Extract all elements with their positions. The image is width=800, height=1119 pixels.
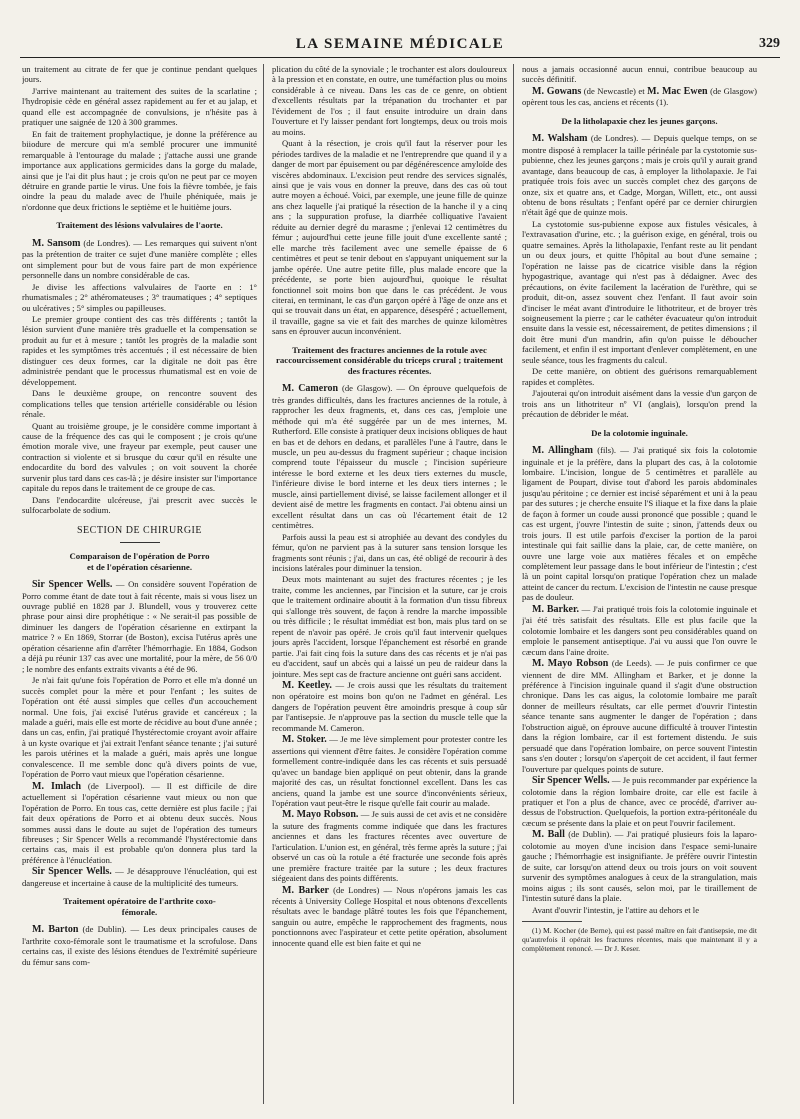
- speaker-text: (de Londres). — Les remarques qui suivent n'ont pas la prétention de traiter ce sujet d'une manière complète ; elles ont simplement pour but de vous faire part de mon expérience personnelle dans un nombre considérable de cas.: [22, 237, 257, 281]
- column-right: [522, 64, 757, 1109]
- paragraph: La cystotomie sus-pubienne expose aux fistules vésicales, à l'extravasation d'urine, etc. ; la guérison exige, en général, trois ou quatre semaines. Après la litholapaxie, l'enfant reste au lit pendant un ou deux jours, et quitte l'hôpital au bout d'une semaine ; l'opération ne laisse pas de cicatrice visible dans la région hypogastrique, avantage qui n'est pas à dédaigner. Avec des précautions, on évite facilement la lacération de l'urèthre, qui se produit, dit-on, assez souvent chez l'enfant. Il faut avoir soin d'inciser le méat avant d'introduire le lithotriteur, et de broyer très soigneusement la pierre ; car le cathéter évacuateur qu'on introduit ensuite dans la vessie est, nécessairement, de petites dimensions ; il doit être muni d'un mandrin, afin qu'on puisse le déboucher facilement, et enfin il est important d'enlever complètement, en une seule séance, tous les fragments du calcul.: [522, 218, 757, 365]
- column-divider: [263, 64, 264, 1104]
- speaker-paragraph: [272, 383, 507, 530]
- paragraph: un traitement au citrate de fer que je continue pendant quelques jours.: [22, 64, 257, 85]
- running-header: [20, 36, 780, 56]
- speaker-paragraph: [522, 658, 757, 774]
- paragraph: Deux mots maintenant au sujet des fractures récentes ; je les traite, comme les anciennes, par l'incision et la suture, car je crois que le traitement ordinaire aboutit à la formation d'un tissu fibreux qui s'allonge très souvent, de façon à rendre la marche impossible ou très difficile ; le résultat immédiat est bon, mais plus tard on se repent de n'avoir pas opéré. Je crois qu'il faut intervenir quelques jours après l'accident, lorsque l'épanchement est résorbé en grande partie. J'ai fait cinq fois la suture dans des cas récents et je n'ai pas eu d'accident, sauf un abcès qui a laissé un peu de raideur dans la jointure. Mes sept cas de fracture ancienne ont guéri sans accident.: [272, 574, 507, 679]
- paragraph: Je divise les affections valvulaires de l'aorte en : 1° rhumatismales ; 2° athéromateuses ; 3° traumatiques ; 4° septiques ou ulcératives ; 5° simples ou papilleuses.: [22, 281, 257, 313]
- speaker-paragraph: [22, 924, 257, 967]
- heading-line: Comparaison de l'opération de Porro: [69, 551, 210, 562]
- section-heading: De la colotomie inguinale.: [591, 427, 688, 438]
- speaker-name: M. Keetley.: [282, 679, 332, 691]
- speaker-text: — On considère souvent l'opération de Porro comme étant de date tout à fait récente, mais si vous lisez un ouvrage publié en 1828 par J. Blundell, vous y trouverez cette phrase pour ainsi dire prophétique : « Ne serait-il pas possible de diminuer les dangers de l'opération césarienne en extirpant la matrice ? » En 1869, Storrar (de Boston), excisa l'utérus après une opération césarienne afin d'arrêter l'hémorrhagie. En 1884, Godson a déjà pu réunir 137 cas avec une mortalité, pour la mère, de 56 0/0 ; le nombre des enfants extraits vivants a été de 96.: [22, 579, 257, 674]
- speaker-paragraph: [22, 579, 257, 674]
- page-number: 329: [759, 36, 780, 51]
- paragraph: De cette manière, on obtient des guérisons remarquablement rapides et complètes.: [522, 366, 757, 387]
- paragraph: Parfois aussi la peau est si atrophiée au devant des condyles du fémur, qu'on ne parvient pas à la suturer sans tension lorsque les fragments sont réunis ; j'ai, dans un cas, été obligé de recourir à des incisions latérales pour diminuer la tension.: [272, 531, 507, 573]
- paragraph: Dans l'endocardite ulcéreuse, j'ai prescrit avec succès le sulfocarbolate de sodium.: [22, 494, 257, 516]
- footnote-rule: [522, 921, 582, 922]
- journal-title: LA SEMAINE MÉDICALE: [295, 36, 505, 52]
- speaker-name: M. Imlach: [32, 780, 82, 792]
- divider: [120, 542, 160, 543]
- speaker-name: M. Sansom: [32, 237, 81, 249]
- speaker-name: M. Cameron: [282, 383, 339, 395]
- heading-line: Traitement opératoire de l'arthrite coxo-: [63, 896, 216, 907]
- section-heading: Traitement des lésions valvulaires de l'aorte.: [56, 220, 223, 231]
- speaker-name: M. Stoker.: [282, 734, 327, 746]
- speaker-text: (de Liverpool). — Il est difficile de dire actuellement si l'opération césarienne vaut mieux ou non que l'opération de Porro. En tous cas, cette dernière est plus facile ; j'ai fait deux opérations de Porro et ai obtenu deux succès. Nous sommes aussi dans le doute au sujet de l'opération des tumeurs fibreuses ; Sir Spencer Wells a recommandé l'hystérectomie dans certains cas, mais il est probable qu'on donnera plus tard la préférence à l'énucléation.: [22, 780, 257, 865]
- speaker-paragraph: [522, 604, 757, 657]
- speaker-name: M. Barker: [282, 884, 329, 896]
- speaker-paragraph: [522, 829, 757, 903]
- speaker-paragraph: [272, 885, 507, 949]
- paragraph: plication du côté de la synoviale ; le trochanter est alors douloureux à la pression et en constate, en outre, une tuméfaction plus ou moins considérable à ce niveau. Dans les cas de ce genre, on obtient d'excellents résultats par la trépanation du trochanter et par l'évidement de l'os ; il faut ensuite introduire un drain dans l'ouverture et l'y laisser pendant fort longtemps, deux ou trois mois au moins.: [272, 64, 507, 137]
- footnote: (1) M. Kocher (de Berne), qui est passé maître en fait d'antisepsie, me dit qu'autrefois il opérait les fractures récentes, mais que maintenant il y a complètement renoncé. — Dr J. Keser.: [522, 925, 757, 954]
- speaker-text: (de Dublin). — J'ai pratiqué plusieurs fois la laparo-colotomie au moyen d'une incision dans l'espace semi-lunaire gauche ; l'hémorrhagie est insignifiante. Je préfère ouvrir l'intestin de suite, car lorsqu'on attend deux ou trois jours on voit souvent survenir des symptômes analogues à ceux de la strangulation, mais moins aigus ; ils sont causés, selon moi, par le tiraillement de l'intestin suturé dans la plaie.: [522, 829, 757, 904]
- speaker-text: — Je puis recommander par expérience la colotomie dans la région lombaire droite, car elle est facile à pratiquer et l'on a plus de chance, avec ce procédé, d'arriver au-dessus de l'obstruction. Quelquefois, la portion extra-péritonéale du cæcum se présente dans la plaie et on peut l'ouvrir facilement.: [522, 775, 757, 828]
- speaker-name: Sir Spencer Wells.: [32, 866, 112, 878]
- speaker-paragraph: [522, 133, 757, 218]
- speaker-paragraph: [522, 775, 757, 828]
- speaker-paragraph: [272, 680, 507, 733]
- speaker-name: M. Barton: [32, 924, 79, 936]
- section-heading: [22, 896, 257, 917]
- paragraph: Quant au troisième groupe, je le considère comme important à cause de la fréquence des cas qui le composent ; je crois qu'une émotion morale vive, une frayeur par exemple, peut causer une contraction si violente et si brusque du cœur qu'il en résulte une endocardite du bord des valvules ; on voit souvent la chorée survenir plus tard dans ces cas-là ; je désire insister sur l'importance capitale du repos dans le traitement de ce groupe de cas.: [22, 420, 257, 494]
- speaker-paragraph: [522, 86, 757, 108]
- paragraph: Je n'ai fait qu'une fois l'opération de Porro et elle m'a donné un succès complet pour la mère et pour l'enfant ; les suites de l'opération ont été aussi simples que celles d'un accouchement normal. Une fois, j'ai excisé l'utérus gravide et cancéreux ; la malade a guéri, mais elle est morte de récidive au bout d'une année ; dans un cas, enfin, j'ai pratiqué l'hystérectomie croyant avoir affaire à un kyste ovarique et j'ai extrait l'enfant séance tenante ; j'ai suturé les parois utérines et la malade a guéri, mais après une longue convalescence. Il me semble donc qu'à divers points de vue, l'opération de Porro vaut mieux que l'opération césarienne.: [22, 675, 257, 780]
- speaker-name: M. Walsham: [532, 133, 588, 145]
- heading-line: et de l'opération césarienne.: [86, 561, 193, 572]
- speaker-text: — J'ai pratiqué trois fois la colotomie inguinale et j'ai été très satisfait des résultats. Elle est plus facile que la colotomie lombaire et les dangers sont peu considérables quand on emploie le pansement antiseptique. J'ai vu aussi que l'on ouvre le cæcum dans l'aine droite.: [522, 603, 757, 657]
- paragraph: Dans le deuxième groupe, on rencontre souvent des complications telles que tension artérielle considérable ou lésion rénale.: [22, 388, 257, 420]
- speaker-paragraph: [272, 809, 507, 883]
- column-middle: [272, 64, 507, 1109]
- speaker-text: (de Newcastle) et: [583, 85, 645, 96]
- paragraph: J'ajouterai qu'on introduit aisément dans la vessie d'un garçon de trois ans un lithotriteur nº VI (anglais), lorsqu'on prend la précaution de débrider le méat.: [522, 388, 757, 420]
- paragraph: Avant d'ouvrir l'intestin, je l'attire au dehors et le: [532, 904, 700, 915]
- speaker-text: (de Londres). — Depuis quelque temps, on se montre disposé à remplacer la taille périnéale par la cystotomie sus-pubienne, chez les jeunes garçons ; mais je crois qu'il y aurait grand avantage, dans beaucoup de cas, à employer la litholapaxie. Je l'ai pratiquée trois fois avec un succès complet chez des garçons de onze, six et quatre ans, et Cadge, Morgan, Willett, etc., ont aussi obtenu de bons résultats ; l'enfant opéré par ce dernier chirurgien n'était âgé que de quinze mois.: [522, 133, 757, 218]
- speaker-text: — Je désapprouve l'énucléation, qui est dangereuse et incertaine à cause de la multiplicité des tumeurs.: [22, 866, 257, 888]
- speaker-paragraph: [22, 781, 257, 866]
- paragraph: Le premier groupe contient des cas très différents ; tantôt la lésion survient d'une manière très graduelle et la compensation se produit au fur et à mesure ; tantôt les progrès de la maladie sont rapides et les symptômes très accentués ; il est nécessaire de bien distinguer ces deux formes, car la digitale ne doit pas être administrée pendant que le processus rhumatismal est en voie de développement.: [22, 314, 257, 387]
- speaker-name: M. Allingham: [532, 445, 593, 457]
- speaker-text: (de Dublin). — Les deux principales causes de l'arthrite coxo-fémorale sont le traumatisme et la scrofulose. Dans certains cas, il existe des lésions étendues de l'extrémité supérieure du fémur sans com-: [22, 924, 257, 967]
- speaker-text: — Je suis aussi de cet avis et ne considère la suture des fragments comme indiquée que dans les fractures anciennes et dans les fractures récentes avec ouverture de l'articulation. L'union est, en général, très ferme après la suture ; j'ai observé un cas où la rotule a été fracturée une seconde fois après une première fracture traitée par la suture ; les deux fractures siégeaient dans des points différents.: [272, 809, 507, 884]
- speaker-name: M. Mac Ewen: [647, 85, 708, 97]
- paragraph: Quant à la résection, je crois qu'il faut la réserver pour les périodes tardives de la maladie et ne l'entreprendre que quand il y a danger de mort par épuisement ou par dégénérescence amyloïde des viscères abdominaux. L'excision peut rendre des services signalés, ainsi que je vais vous en donner la preuve, dans des cas où tout autre moyen a échoué. Voici, par exemple, une jeune fille de quinze ans chez laquelle j'ai pratiqué la résection de la hanche il y a cinq ans ; la suppuration profuse, la diarrhée colliquative l'avaient réduite au dernier degré du marasme ; j'enlevai 12 centimètres du fémur ; aujourd'hui cette jeune fille jouit d'une excellente santé ; elle marche très facilement avec une semelle épaisse de 6 centimètres et peut se tenir debout en s'appuyant uniquement sur la jambe opérée. Une autre petite fille, plus malade encore que la précédente, se porte bien aujourd'hui, quoique le résultat fonctionnel soit moins bon que dans le cas précédent. Je vous citerai, en terminant, le cas d'un garçon opéré à l'âge de onze ans et qui se trouvait dans un état, en apparence, désespéré ; actuellement, il travaille, gagne sa vie et fait des marches de quinze kilomètres sans en éprouver aucun inconvénient.: [272, 138, 507, 337]
- column-divider: [513, 64, 514, 1104]
- paragraph: En fait de traitement prophylactique, je donne la préférence au biiodure de mercure qui m'a semblé procurer une immunité remarquable à l'entourage du malade ; j'attache aussi une grande importance aux applications germicides dans la gorge du malade, ainsi que je l'ai dit plus haut ; je crois qu'on ne peut par ce moyen détruire en grande partie le virus. Une fois la fièvre tombée, je fais oindre la peau du malade avec de l'huile phéniquée, mais je n'ordonne que deux frictions le septième et le huitième jours.: [22, 128, 257, 212]
- speaker-paragraph: [22, 866, 257, 888]
- speaker-text: (de Londres) — Nous n'opérons jamais les cas récents à University College Hospital et nous obtenons d'excellents résultats avec le bandage plâtré toutes les fois que l'épanchement, sanguin ou autre, empêche le rapprochement des fragments, nous ponctionnons avec l'aspirateur et cette petite opération, absolument innocente quand elle est bien faite et qui ne: [272, 884, 507, 948]
- speaker-name: M. Gowans: [532, 85, 582, 97]
- section-heading: [22, 551, 257, 572]
- heading-line: fémorale.: [121, 906, 158, 917]
- speaker-name: M. Ball: [532, 829, 565, 841]
- speaker-text: (de Leeds). — Je puis confirmer ce que viennent de dire MM. Allingham et Barker, et je donne la préférence à l'incision inguinale quand il s'agit d'une obstruction chronique. Dans les cas aigus, la colotomie lombaire me paraît donner de meilleurs résultats, car elle permet d'ouvrir l'intestin séance tenante sans augmenter le danger de l'opération ; dans l'obstruction aiguë, on éprouve aucune difficulté à trouver l'intestin dans la région lombaire, car il est fortement distendu. Je suis persuadé que dans l'opération lombaire, on perce souvent l'intestin sans s'en douter ; lorsqu'on s'aperçoit de cet accident, il faut fermer l'ouverture par quelques points de suture.: [522, 658, 757, 774]
- speaker-text: (de Glasgow). — On éprouve quelquefois de très grandes difficultés, dans les fractures anciennes de la rotule, à rapprocher les deux fragments, et, dans ces cas, j'emploie une méthode qui m'a été suggérée par un de mes internes, M. Rutherford. Elle consiste à pratiquer deux incisions obliques de haut en bas et de dehors en dedans, et parallèles l'une à l'autre, dans le muscle, un peu au-dessus du fragment supérieur ; chaque incision comprend toute l'épaisseur du muscle ; l'incision supérieure intéresse le bord externe et les deux tiers externes du muscle, l'inférieure divise le bord interne et les deux tiers internes ; le muscle, ainsi partiellement divisé, se laisse facilement allonger et il devient aisé de mettre les fragments en contact. J'ai obtenu ainsi un excellent résultat dans un cas où l'écartement était de 12 centimètres.: [272, 383, 507, 531]
- speaker-text: (de Glasgow) opèrent tous les cas, anciens et récents (1).: [522, 85, 757, 108]
- column-left: [22, 64, 257, 1109]
- speaker-name: M. Barker.: [532, 603, 579, 615]
- speaker-name: M. Mayo Robson: [532, 658, 609, 670]
- speaker-paragraph: [522, 445, 757, 603]
- speaker-paragraph: [22, 238, 257, 281]
- paragraph: J'arrive maintenant au traitement des suites de la scarlatine ; l'hydropisie cède en général assez rapidement au fer et au jalap, et quand elle est accompagnée de convulsions, je n'hésite pas à pratiquer une saignée de 120 à 300 grammes.: [22, 85, 257, 128]
- speaker-name: Sir Spencer Wells.: [532, 775, 610, 787]
- speaker-text: — Je me lève simplement pour protester contre les assertions qui viennent d'être faites. Je considère l'opération comme formellement contre-indiquée dans les cas récents et suis persuadé qu'avec un bandage bien appliqué on peut obtenir, dans la grande majorité des cas, un résultat fonctionnel excellent. Dans les cas anciens, quand la jambe est une source d'inconvénients sérieux, l'opération vaut peut-être le risque qu'elle fait courir au malade.: [272, 734, 507, 808]
- speaker-text: (fils). — J'ai pratiqué six fois la colotomie inguinale et je la préfère, dans la plupart des cas, à la colotomie lombaire. L'incision, longue de 5 centimètres et parallèle au ligament de Poupart, divise tout d'abord les parois abdominales jusqu'au péritoine ; ce dernier est incisé séparément et uni à la peau par des sutures ; je cherche ensuite l'S iliaque et la fixe dans la plaie de façon à former un coude aussi prononcé que possible ; quand le cas est urgent, j'ouvre l'intestin de suite ; sinon, j'attends deux ou trois jours. Il est utile parfois d'exciser la portion de la paroi intestinale qui fait saillie dans la plaie, car, de cette manière, on ouvre une large voie aux matières fécales et on empêche complètement leur passage dans le bout inférieur de l'intestin ; c'est là un point capital lorsqu'on pratique l'opération chez un malade atteint de cancer du rectum. L'excision de l'intestin ne cause presque pas de douleur.: [522, 445, 757, 603]
- speaker-paragraph: [272, 734, 507, 808]
- header-rule: [20, 57, 780, 58]
- section-heading: De la litholapaxie chez les jeunes garçons.: [561, 115, 718, 126]
- speaker-name: Sir Spencer Wells.: [32, 579, 113, 591]
- section-heading: Traitement des fractures anciennes de la rotule avec raccourcissement considérable du triceps crural ; traitement des fractures récentes.: [275, 344, 504, 376]
- speaker-text: — Je crois aussi que les résultats du traitement non opératoire est moins bon qu'on ne l'admet en général. Les dangers de l'opération peuvent être amoindris presque à coup sûr par l'antisepsie. Je n'approuve pas la section du muscle telle que la recommande M. Cameron.: [272, 679, 507, 733]
- speaker-name: M. Mayo Robson.: [282, 809, 359, 821]
- paragraph: nous a jamais occasionné aucun ennui, contribue beaucoup au succès définitif.: [522, 64, 757, 85]
- section-title: SECTION DE CHIRURGIE: [77, 524, 202, 536]
